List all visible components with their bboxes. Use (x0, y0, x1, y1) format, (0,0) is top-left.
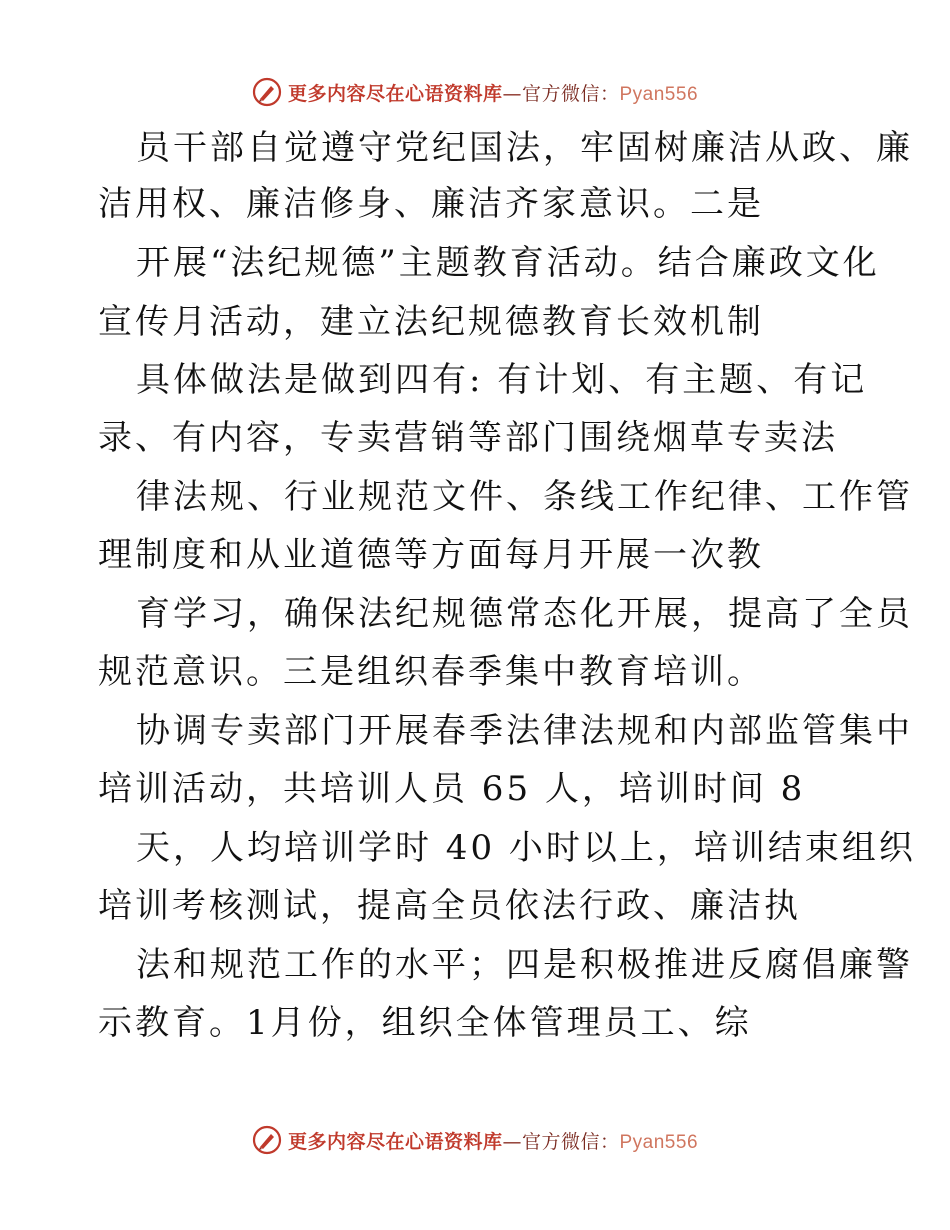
body-line: 员干部自觉遵守党纪国法，牢固树廉洁从政、廉 (136, 128, 913, 168)
watermark-text (288, 79, 698, 106)
pen-nib-logo-icon (252, 77, 282, 107)
watermark-separator: — (502, 1130, 522, 1153)
body-line: 律法规、行业规范文件、条线工作纪律、工作管 (136, 477, 913, 517)
watermark-brand: 更多内容尽在心语资料库 (287, 82, 503, 105)
body-line: 具体做法是做到四有: 有计划、有主题、有记 (136, 360, 868, 400)
watermark-label: 官方微信： (521, 82, 620, 105)
body-line: 协调专卖部门开展春季法律法规和内部监管集中 (136, 711, 913, 751)
header-watermark (0, 72, 950, 112)
watermark-brand: 更多内容尽在心语资料库 (287, 1130, 503, 1153)
body-line: 培训考核测试，提高全员依法行政、廉洁执 (98, 886, 801, 926)
watermark-text (288, 1127, 698, 1154)
pen-nib-logo-icon (252, 1125, 282, 1155)
watermark-handle: Pyan556 (619, 1131, 699, 1153)
body-line: 洁用权、廉洁修身、廉洁齐家意识。二是 (98, 184, 764, 224)
body-line: 宣传月活动，建立法纪规德教育长效机制 (98, 302, 764, 342)
body-line: 录、有内容，专卖营销等部门围绕烟草专卖法 (98, 418, 838, 458)
watermark-handle: Pyan556 (619, 83, 699, 105)
footer-watermark (0, 1120, 950, 1160)
watermark-label: 官方微信： (521, 1130, 620, 1153)
body-line: 法和规范工作的水平；四是积极推进反腐倡廉警 (136, 945, 913, 985)
body-line: 育学习，确保法纪规德常态化开展，提高了全员 (136, 594, 913, 634)
watermark-separator: — (502, 82, 522, 105)
body-line: 规范意识。三是组织春季集中教育培训。 (98, 652, 764, 692)
body-line: 培训活动，共培训人员 65 人，培训时间 8 (98, 769, 806, 809)
body-line: 开展“法纪规德”主题教育活动。结合廉政文化 (136, 243, 880, 283)
body-line: 天，人均培训学时 40 小时以上，培训结束组织 (136, 828, 916, 868)
body-line: 理制度和从业道德等方面每月开展一次教 (98, 535, 764, 575)
body-line: 示教育。1月份，组织全体管理员工、综 (98, 1003, 752, 1043)
